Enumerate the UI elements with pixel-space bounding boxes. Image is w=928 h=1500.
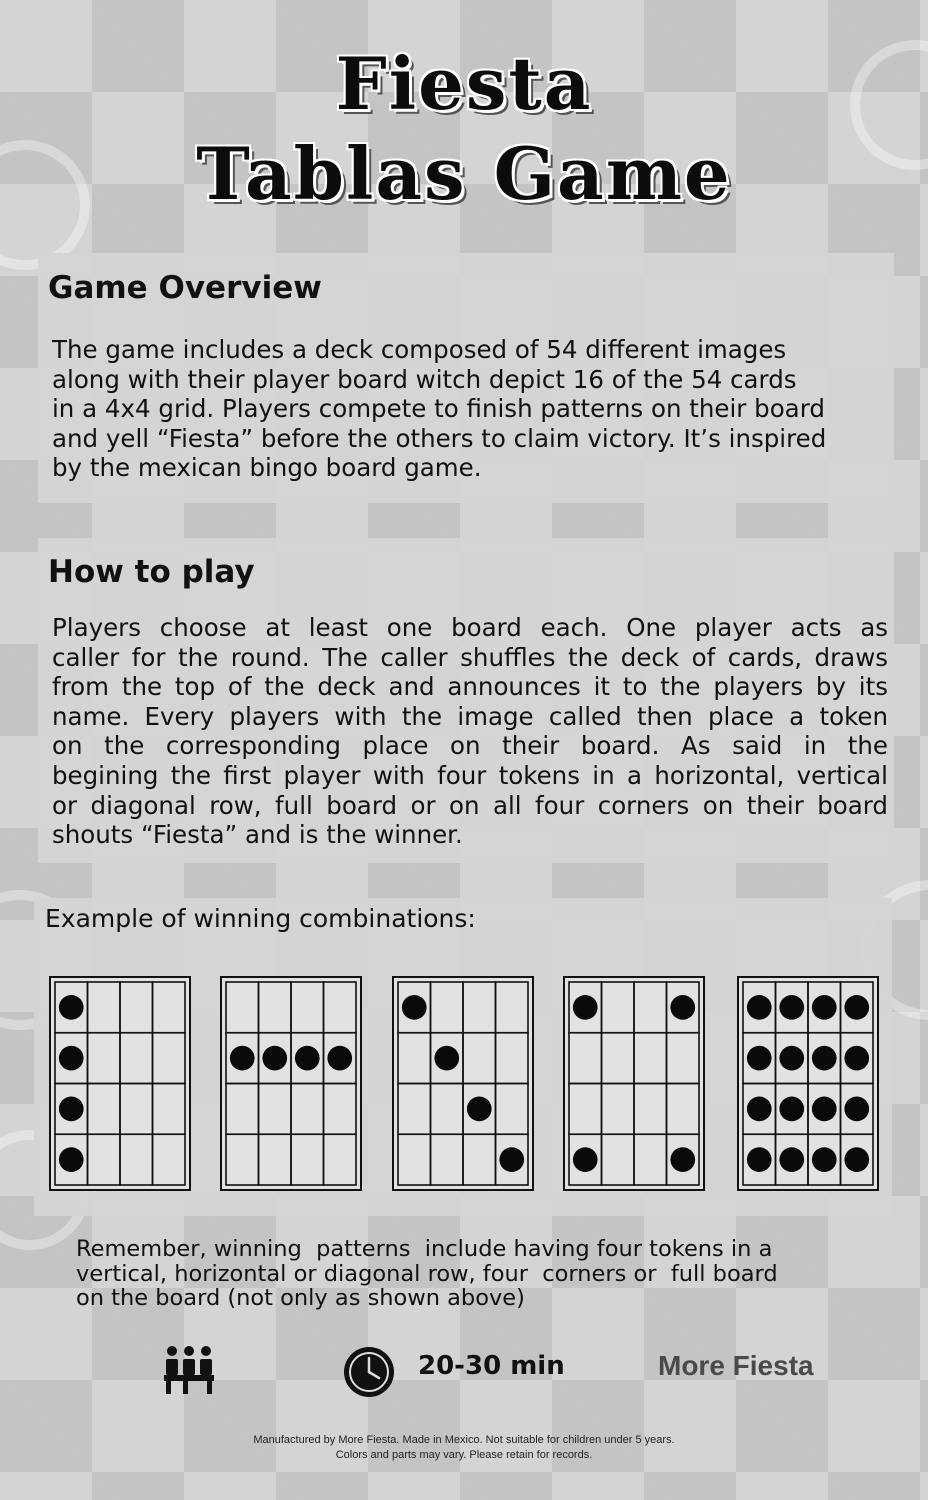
token-marker: [747, 1147, 772, 1172]
example-board-diagonal: [392, 976, 534, 1191]
token-marker: [467, 1097, 492, 1122]
token-marker: [59, 1046, 84, 1071]
clock-icon: [343, 1346, 395, 1403]
example-board-vertical: [49, 976, 191, 1191]
token-marker: [747, 1097, 772, 1122]
token-marker: [59, 995, 84, 1020]
example-board-full: [737, 976, 879, 1191]
token-marker: [812, 1097, 837, 1122]
token-marker: [747, 995, 772, 1020]
example-board-horizontal: [220, 976, 362, 1191]
token-marker: [59, 1147, 84, 1172]
token-marker: [573, 1147, 598, 1172]
token-marker: [844, 1147, 869, 1172]
how-to-play-text: Players choose at least one board each. One player acts as caller for the round. The caller shuffles the deck of cards, draws from the top of the deck and announces it to the players by its name. Every players with the image called then place a token on the corresponding place on their board. As said in the begining the first player with four tokens in a horizontal, vertical or diagonal row, full board or on all four corners on their board shouts “Fiesta” and is the winner.: [52, 613, 888, 850]
players-icon: [163, 1345, 215, 1400]
token-marker: [327, 1046, 352, 1071]
play-duration: 20-30 min: [418, 1351, 565, 1381]
token-marker: [812, 995, 837, 1020]
brand-name: More Fiesta: [658, 1350, 814, 1381]
token-marker: [573, 995, 598, 1020]
token-marker: [402, 995, 427, 1020]
footer-notice: Manufactured by More Fiesta. Made in Mexico. Not suitable for children under 5 years. Colors and parts may vary. Please retain for records.: [253, 1434, 675, 1461]
how-to-play-heading: How to play: [48, 554, 255, 590]
token-marker: [779, 1046, 804, 1071]
remember-note: Remember, winning patterns include having four tokens in a vertical, horizontal or diagonal row, four corners or full board on the board (not only as shown above): [76, 1236, 778, 1311]
token-marker: [670, 995, 695, 1020]
token-marker: [779, 995, 804, 1020]
token-marker: [747, 1046, 772, 1071]
token-marker: [434, 1046, 459, 1071]
title-line-2: Tablas Game: [196, 131, 732, 216]
token-marker: [812, 1147, 837, 1172]
token-marker: [844, 1046, 869, 1071]
token-marker: [779, 1097, 804, 1122]
token-marker: [779, 1147, 804, 1172]
example-board-corners: [563, 976, 705, 1191]
overview-text: The game includes a deck composed of 54 different images along with their player board witch depict 16 of the 54 cards in a 4x4 grid. Players compete to finish patterns on their board and yell “Fiesta” before the others to claim victory. It’s inspired by the mexican bingo board game.: [52, 335, 827, 483]
token-marker: [59, 1097, 84, 1122]
token-marker: [844, 1097, 869, 1122]
token-marker: [295, 1046, 320, 1071]
token-marker: [844, 995, 869, 1020]
overview-heading: Game Overview: [48, 270, 322, 306]
token-marker: [812, 1046, 837, 1071]
examples-label: Example of winning combinations:: [45, 904, 476, 933]
title-line-1: Fiesta: [335, 41, 593, 126]
token-marker: [670, 1147, 695, 1172]
token-marker: [230, 1046, 255, 1071]
token-marker: [499, 1147, 524, 1172]
token-marker: [262, 1046, 287, 1071]
